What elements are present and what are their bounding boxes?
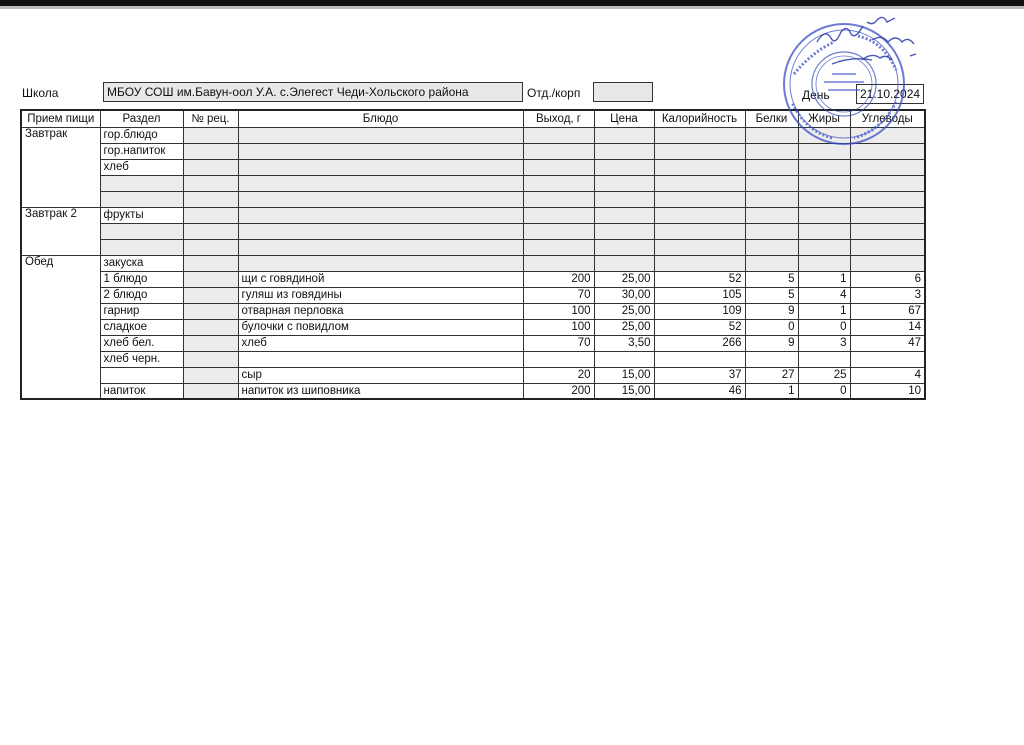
yield-cell: 70 xyxy=(523,335,594,351)
table-row xyxy=(21,383,925,399)
table-row xyxy=(21,287,925,303)
col-fat: Жиры xyxy=(798,110,850,127)
section-cell: гарнир xyxy=(100,303,183,319)
carbs-cell: 67 xyxy=(850,303,925,319)
protein-cell: 5 xyxy=(745,287,798,303)
table-row xyxy=(21,239,925,255)
section-cell: гор.блюдо xyxy=(100,127,183,143)
col-yield: Выход, г xyxy=(523,110,594,127)
meal-breakfast-2: Завтрак 2 xyxy=(21,207,100,255)
fat-cell: 3 xyxy=(798,335,850,351)
dish-cell: гуляш из говядины xyxy=(238,287,523,303)
carbs-cell: 47 xyxy=(850,335,925,351)
kcal-cell: 46 xyxy=(654,383,745,399)
table-row xyxy=(21,271,925,287)
carbs-cell: 6 xyxy=(850,271,925,287)
dish-cell: хлеб xyxy=(238,335,523,351)
dept-field xyxy=(593,82,653,102)
yield-cell: 100 xyxy=(523,319,594,335)
table-row xyxy=(21,191,925,207)
price-cell: 15,00 xyxy=(594,367,654,383)
protein-cell: 9 xyxy=(745,303,798,319)
protein-cell: 9 xyxy=(745,335,798,351)
section-cell: сладкое xyxy=(100,319,183,335)
section-cell: хлеб xyxy=(100,159,183,175)
school-name-field: МБОУ СОШ им.Бавун-оол У.А. с.Элегест Чеди-Хольского района xyxy=(103,82,523,102)
col-dish: Блюдо xyxy=(238,110,523,127)
table-row xyxy=(21,207,925,223)
section-cell: напиток xyxy=(100,383,183,399)
dish-cell: напиток из шиповника xyxy=(238,383,523,399)
fat-cell: 4 xyxy=(798,287,850,303)
carbs-cell: 10 xyxy=(850,383,925,399)
meal-breakfast: Завтрак xyxy=(21,127,100,207)
day-field: 21.10.2024 xyxy=(856,84,924,104)
col-section: Раздел xyxy=(100,110,183,127)
fat-cell: 0 xyxy=(798,383,850,399)
day-label: День xyxy=(802,88,830,102)
price-cell: 25,00 xyxy=(594,271,654,287)
school-label: Школа xyxy=(22,86,59,100)
section-cell: 2 блюдо xyxy=(100,287,183,303)
dish-cell: булочки с повидлом xyxy=(238,319,523,335)
table-row xyxy=(21,175,925,191)
table-row xyxy=(21,367,925,383)
kcal-cell: 37 xyxy=(654,367,745,383)
price-cell: 25,00 xyxy=(594,303,654,319)
kcal-cell: 52 xyxy=(654,319,745,335)
section-cell: хлеб черн. xyxy=(100,351,183,367)
yield-cell: 200 xyxy=(523,271,594,287)
price-cell: 25,00 xyxy=(594,319,654,335)
price-cell: 3,50 xyxy=(594,335,654,351)
section-cell: хлеб бел. xyxy=(100,335,183,351)
fat-cell: 0 xyxy=(798,319,850,335)
col-recipe: № рец. xyxy=(183,110,238,127)
yield-cell: 20 xyxy=(523,367,594,383)
dish-cell: щи с говядиной xyxy=(238,271,523,287)
price-cell: 30,00 xyxy=(594,287,654,303)
table-row xyxy=(21,335,925,351)
col-price: Цена xyxy=(594,110,654,127)
table-row xyxy=(21,255,925,271)
carbs-cell: 14 xyxy=(850,319,925,335)
section-cell: закуска xyxy=(100,255,183,271)
price-cell: 15,00 xyxy=(594,383,654,399)
meal-lunch: Обед xyxy=(21,255,100,399)
carbs-cell: 3 xyxy=(850,287,925,303)
kcal-cell: 52 xyxy=(654,271,745,287)
fat-cell: 25 xyxy=(798,367,850,383)
table-row xyxy=(21,223,925,239)
col-meal: Прием пищи xyxy=(21,110,100,127)
round-seal-icon xyxy=(772,12,922,162)
protein-cell: 27 xyxy=(745,367,798,383)
carbs-cell: 4 xyxy=(850,367,925,383)
yield-cell: 70 xyxy=(523,287,594,303)
table-row xyxy=(21,303,925,319)
table-row xyxy=(21,319,925,335)
dish-cell: отварная перловка xyxy=(238,303,523,319)
protein-cell: 5 xyxy=(745,271,798,287)
scan-edge-shadow xyxy=(0,6,1024,9)
section-cell xyxy=(100,367,183,383)
col-protein: Белки xyxy=(745,110,798,127)
section-cell: 1 блюдо xyxy=(100,271,183,287)
fat-cell: 1 xyxy=(798,271,850,287)
kcal-cell: 109 xyxy=(654,303,745,319)
protein-cell: 1 xyxy=(745,383,798,399)
yield-cell: 100 xyxy=(523,303,594,319)
kcal-cell: 105 xyxy=(654,287,745,303)
protein-cell: 0 xyxy=(745,319,798,335)
yield-cell: 200 xyxy=(523,383,594,399)
table-row xyxy=(21,351,925,367)
fat-cell: 1 xyxy=(798,303,850,319)
section-cell: гор.напиток xyxy=(100,143,183,159)
section-cell: фрукты xyxy=(100,207,183,223)
col-carbs: Углеводы xyxy=(850,110,925,127)
dish-cell: сыр xyxy=(238,367,523,383)
kcal-cell: 266 xyxy=(654,335,745,351)
dept-label: Отд./корп xyxy=(527,86,581,100)
col-kcal: Калорийность xyxy=(654,110,745,127)
